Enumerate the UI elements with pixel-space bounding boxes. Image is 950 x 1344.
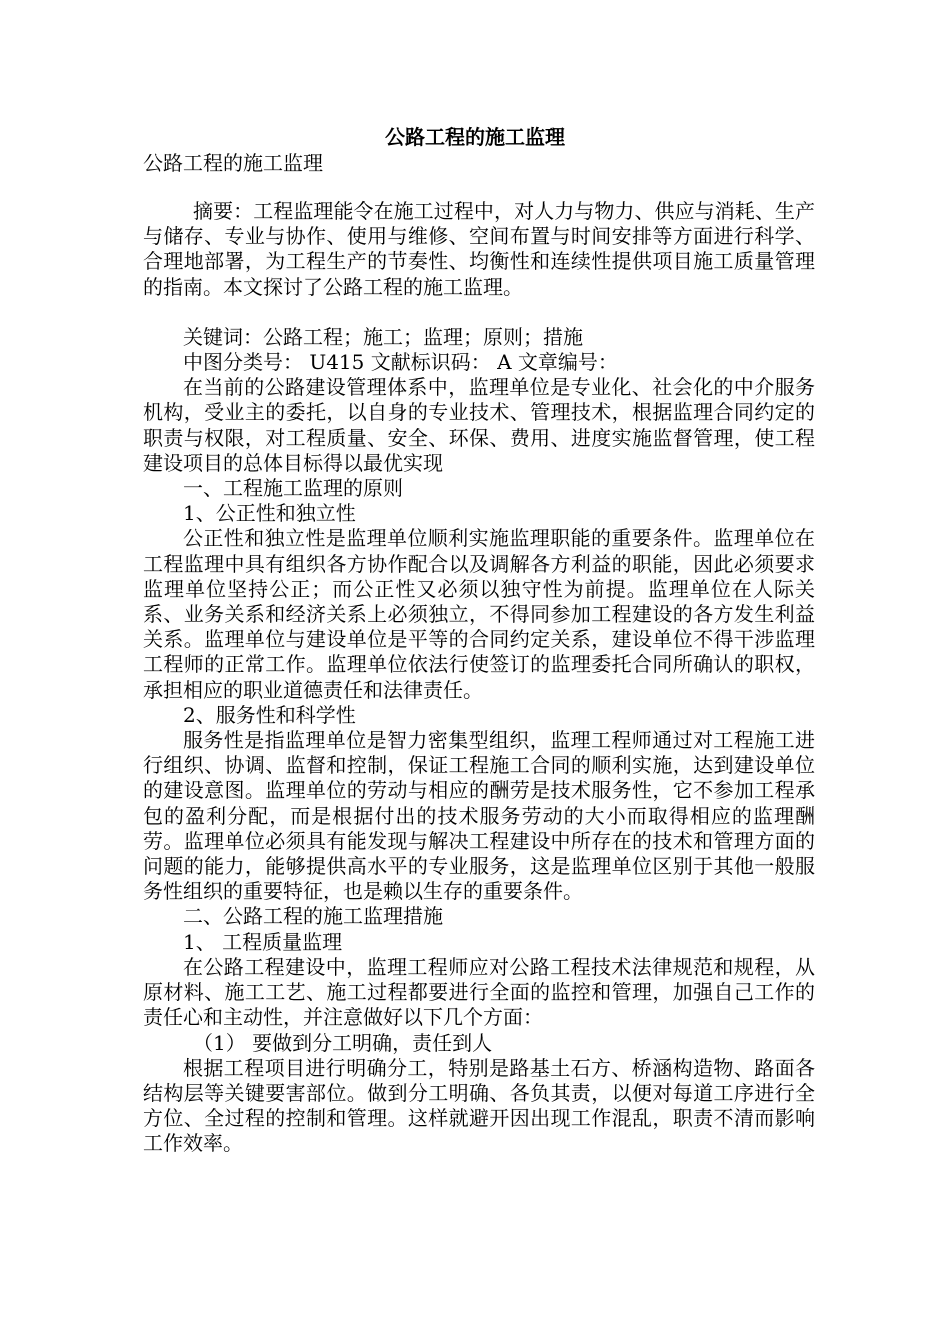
subsection-heading-2-1: 1、 工程质量监理 [183,929,343,954]
paragraph-1-2: 服务性是指监理单位是智力密集型组织，监理工程师通过对工程施工进行组织、协调、监督和控制，保证工程施工合同的顺利实施，达到建设单位的建设意图。监理单位的劳动与相应的酬劳是技术服务性，它不参加工程承包的盈利分配，而是根据付出的技术服务劳动的大小而取得相应的监理酬劳。监理单位必须具有能发现与解决工程建设中所存在的技术和管理方面的问题的能力，能够提供高水平的专业服务，这是监理单位区别于其他一般服务性组织的重要特征，也是赖以生存的重要条件。 [143,728,815,904]
section-heading-2: 二、公路工程的施工监理措施 [183,904,443,929]
document-title: 公路工程的施工监理 [385,125,565,149]
item-heading-2-1-1: （1） 要做到分工明确，责任到人 [193,1030,493,1055]
document-body [143,199,815,1157]
section-heading-1: 一、工程施工监理的原则 [183,476,403,501]
keywords-line: 关键词：公路工程；施工；监理；原则；措施 [183,324,583,349]
intro-paragraph: 在当前的公路建设管理体系中，监理单位是专业化、社会化的中介服务机构，受业主的委托，以自身的专业技术、管理技术，根据监理合同约定的职责与权限，对工程质量、安全、环保、费用、进度实施监督管理，使工程建设项目的总体目标得以最优实现 [143,375,815,475]
subsection-heading-1-2: 2、服务性和科学性 [183,702,356,727]
paragraph-1-1: 公正性和独立性是监理单位顺利实施监理职能的重要条件。监理单位在工程监理中具有组织各方协作配合以及调解各方利益的职能，因此必须要求监理单位坚持公正；而公正性又必须以独守性为前提。监理单位在人际关系、业务关系和经济关系上必须独立，不得同参加工程建设的各方发生利益关系。监理单位与建设单位是平等的合同约定关系，建设单位不得干涉监理工程师的正常工作。监理单位依法行使签订的监理委托合同所确认的职权，承担相应的职业道德责任和法律责任。 [143,526,815,702]
classification-line: 中图分类号： U415 文献标识码： A 文章编号： [183,350,618,375]
document-subtitle: 公路工程的施工监理 [143,151,323,175]
paragraph-2-1: 在公路工程建设中，监理工程师应对公路工程技术法律规范和规程，从原材料、施工工艺、施工过程都要进行全面的监控和管理，加强自己工作的责任心和主动性，并注意做好以下几个方面： [143,954,815,1030]
abstract-paragraph: 摘要：工程监理能令在施工过程中，对人力与物力、供应与消耗、生产与储存、专业与协作、使用与维修、空间布置与时间安排等方面进行科学、合理地部署，为工程生产的节奏性、均衡性和连续性提供项目施工质量管理的指南。本文探讨了公路工程的施工监理。 [143,199,815,299]
paragraph-2-1-1: 根据工程项目进行明确分工，特别是路基土石方、桥涵构造物、路面各结构层等关键要害部位。做到分工明确、各负其责，以便对每道工序进行全方位、全过程的控制和管理。这样就避开因出现工作混乱，职责不清而影响工作效率。 [143,1055,815,1156]
subsection-heading-1-1: 1、公正性和独立性 [183,501,356,526]
